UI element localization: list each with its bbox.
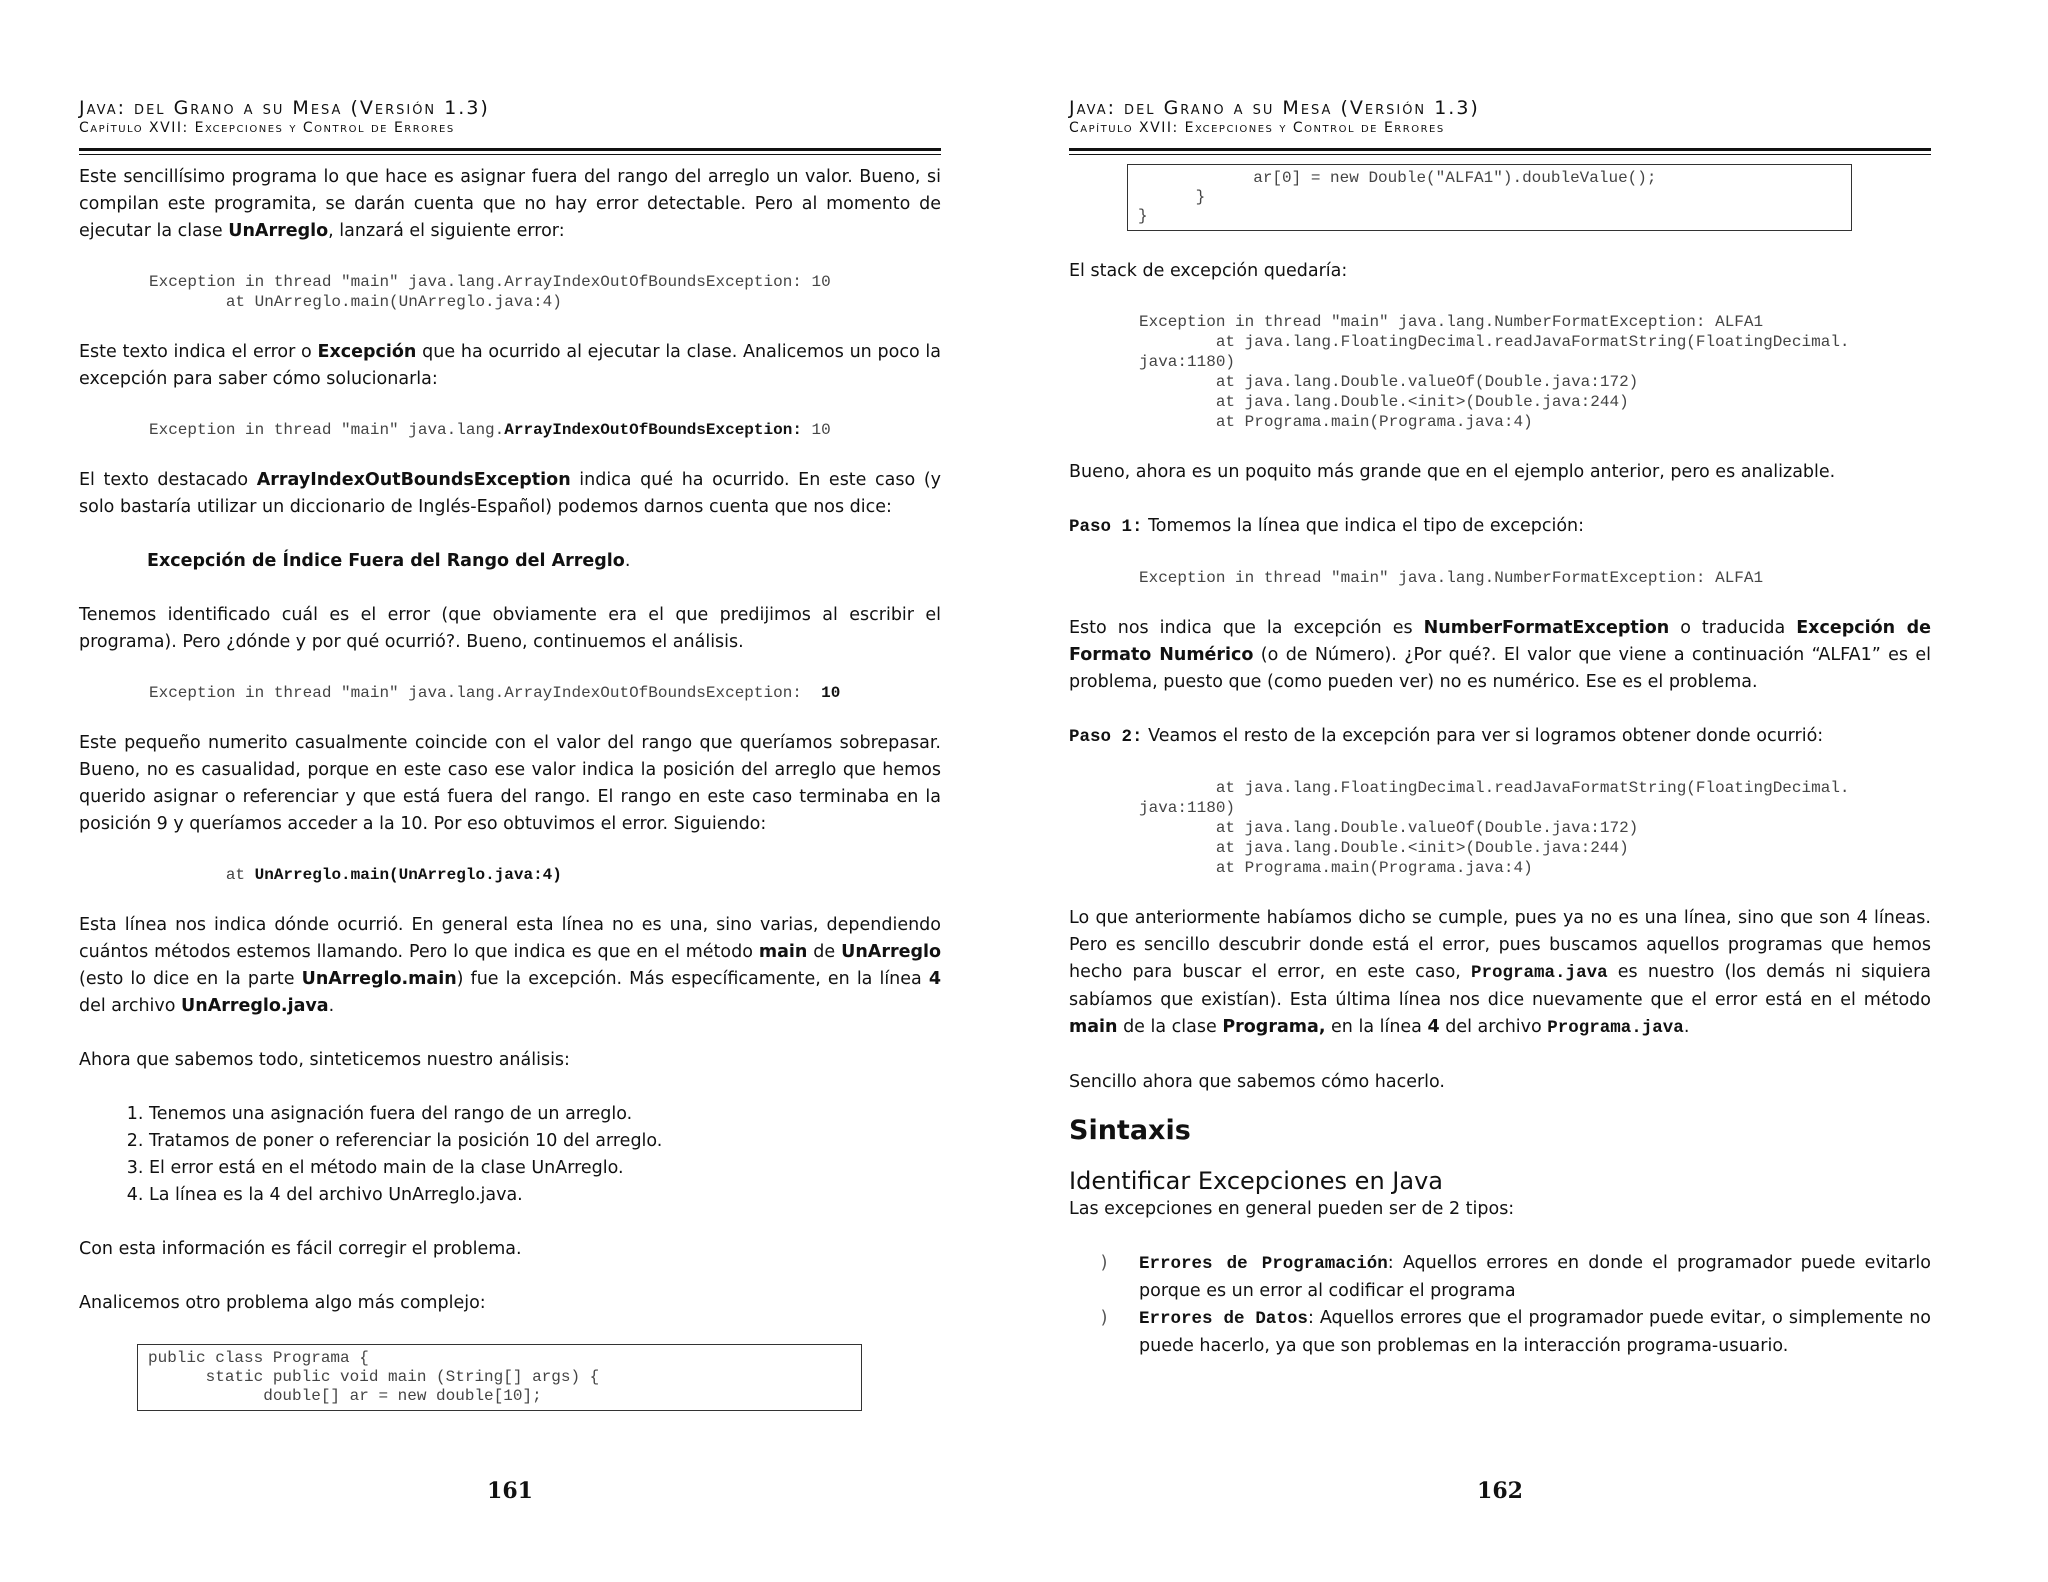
code-box: ar[0] = new Double("ALFA1").doubleValue(); } } xyxy=(1127,164,1852,231)
section-title: Sintaxis xyxy=(1069,1115,1191,1146)
code-block: Exception in thread "main" java.lang.ArrayIndexOutOfBoundsException: 10 xyxy=(149,421,831,439)
header-rule xyxy=(1069,148,1931,151)
paragraph: Esta línea nos indica dónde ocurrió. En general esta línea no es una, sino varias, dependiendo cuántos métodos estemos llamando. Pero lo que indica es que en el método main de UnArreglo (esto lo dice en la parte UnArreglo.main) fue la excepción. Más específicamente, en la línea 4 del archivo UnArreglo.java. xyxy=(79,915,941,1016)
bullet-item: ) Errores de Programación: Aquellos errores en donde el programador puede evitarlo porque es un error al codificar el programa xyxy=(1069,1250,1931,1305)
page-body xyxy=(1069,164,1931,1360)
paragraph: Paso 2: Veamos el resto de la excepción para ver si logramos obtener donde ocurrió: xyxy=(1069,726,1824,747)
header-title: Java: del Grano a su Mesa (Versión 1.3) xyxy=(79,97,490,119)
paragraph: Ahora que sabemos todo, sinteticemos nuestro análisis: xyxy=(79,1050,570,1070)
bullet-item: ) Errores de Datos: Aquellos errores que el programador puede evitar, o simplemente no puede hacerlo, ya que son problemas en la interacción programa-usuario. xyxy=(1069,1305,1931,1360)
list-item: 1. Tenemos una asignación fuera del rango de un arreglo. xyxy=(149,1101,941,1128)
page-number: 162 xyxy=(1477,1478,1523,1504)
paragraph: Las excepciones en general pueden ser de 2 tipos: xyxy=(1069,1199,1515,1219)
paragraph: Con esta información es fácil corregir el problema. xyxy=(79,1239,522,1259)
list-item: 4. La línea es la 4 del archivo UnArreglo.java. xyxy=(149,1182,941,1209)
header-rule-thin xyxy=(79,154,941,155)
stack-trace: at java.lang.FloatingDecimal.readJavaFormatString(FloatingDecimal. java:1180) at java.lang.Double.valueOf(Double.java:172) at java.lang.Double.<init>(Double.java:244) at Programa.main(Programa.java:4) xyxy=(1139,779,1850,877)
page-body xyxy=(79,164,941,1411)
running-header xyxy=(79,97,941,155)
code-block: Exception in thread "main" java.lang.ArrayIndexOutOfBoundsException: 10 at UnArreglo.main(UnArreglo.java:4) xyxy=(149,273,831,311)
code-box: public class Programa { static public void main (String[] args) { double[] ar = new double[10]; xyxy=(137,1344,862,1411)
paragraph: Bueno, ahora es un poquito más grande que en el ejemplo anterior, pero es analizable. xyxy=(1069,462,1836,482)
paragraph: El texto destacado ArrayIndexOutBoundsException indica qué ha ocurrido. En este caso (y solo bastaría utilizar un diccionario de Inglés-Español) podemos darnos cuenta que nos dice: xyxy=(79,470,941,517)
subsection-title: Identificar Excepciones en Java xyxy=(1069,1167,1443,1195)
paragraph: Este sencillísimo programa lo que hace es asignar fuera del rango del arreglo un valor. Bueno, si compilan este programita, se darán cuenta que no hay error detectable. Pero al momento de ejecutar la clase UnArreglo, lanzará el siguiente error: xyxy=(79,167,941,241)
header-title: Java: del Grano a su Mesa (Versión 1.3) xyxy=(1069,97,1480,119)
header-rule xyxy=(79,148,941,151)
stack-trace: Exception in thread "main" java.lang.NumberFormatException: ALFA1 at java.lang.FloatingDecimal.readJavaFormatString(FloatingDecimal. java:1180) at java.lang.Double.valueOf(Double.java:172) at java.lang.Double.<init>(Double.java:244) at Programa.main(Programa.java:4) xyxy=(1139,313,1850,431)
emphasis-line: Excepción de Índice Fuera del Rango del Arreglo. xyxy=(147,551,631,571)
code-block: at UnArreglo.main(UnArreglo.java:4) xyxy=(149,866,562,884)
paragraph: Tenemos identificado cuál es el error (que obviamente era el que predijimos al escribir el programa). Pero ¿dónde y por qué ocurrió?. Bueno, continuemos el análisis. xyxy=(79,605,941,652)
paragraph: Paso 1: Tomemos la línea que indica el tipo de excepción: xyxy=(1069,516,1585,537)
header-subtitle: Capítulo XVII: Excepciones y Control de Errores xyxy=(1069,120,1445,136)
code-block: Exception in thread "main" java.lang.ArrayIndexOutOfBoundsException: 10 xyxy=(149,684,841,702)
numbered-list xyxy=(79,1101,941,1209)
paragraph: El stack de excepción quedaría: xyxy=(1069,261,1348,281)
bullet-marker: ) xyxy=(1100,1253,1108,1273)
right-page xyxy=(1024,0,2048,1582)
paragraph: Sencillo ahora que sabemos cómo hacerlo. xyxy=(1069,1072,1445,1092)
paragraph: Esto nos indica que la excepción es NumberFormatException o traducida Excepción de Formato Numérico (o de Número). ¿Por qué?. El valor que viene a continuación “ALFA1” es el problema, puesto que (como pueden ver) no es numérico. Ese es el problema. xyxy=(1069,618,1931,692)
list-item: 3. El error está en el método main de la clase UnArreglo. xyxy=(149,1155,941,1182)
header-subtitle: Capítulo XVII: Excepciones y Control de Errores xyxy=(79,120,455,136)
page-number: 161 xyxy=(487,1478,533,1504)
paragraph: Este pequeño numerito casualmente coincide con el valor del rango que queríamos sobrepasar. Bueno, no es casualidad, porque en este caso ese valor indica la posición del arreglo que hemos querido asignar o referenciar y que está fuera del rango. El rango en este caso terminaba en la posición 9 y queríamos acceder a la 10. Por eso obtuvimos el error. Siguiendo: xyxy=(79,733,941,834)
header-rule-thin xyxy=(1069,154,1931,155)
list-item: 2. Tratamos de poner o referenciar la posición 10 del arreglo. xyxy=(149,1128,941,1155)
paragraph: Este texto indica el error o Excepción que ha ocurrido al ejecutar la clase. Analicemos un poco la excepción para saber cómo solucionarla: xyxy=(79,342,941,389)
code-block: Exception in thread "main" java.lang.NumberFormatException: ALFA1 xyxy=(1139,569,1764,587)
bullet-marker: ) xyxy=(1100,1308,1108,1328)
paragraph: Analicemos otro problema algo más complejo: xyxy=(79,1293,486,1313)
running-header xyxy=(1069,97,1931,155)
paragraph: Lo que anteriormente habíamos dicho se cumple, pues ya no es una línea, sino que son 4 líneas. Pero es sencillo descubrir donde está el error, pues buscamos aquellos programas que hemos hecho para buscar el error, en este caso, Programa.java es nuestro (los demás ni siquiera sabíamos que existían). Esta última línea nos dice nuevamente que el error está en el método main de la clase Programa, en la línea 4 del archivo Programa.java. xyxy=(1069,908,1931,1038)
